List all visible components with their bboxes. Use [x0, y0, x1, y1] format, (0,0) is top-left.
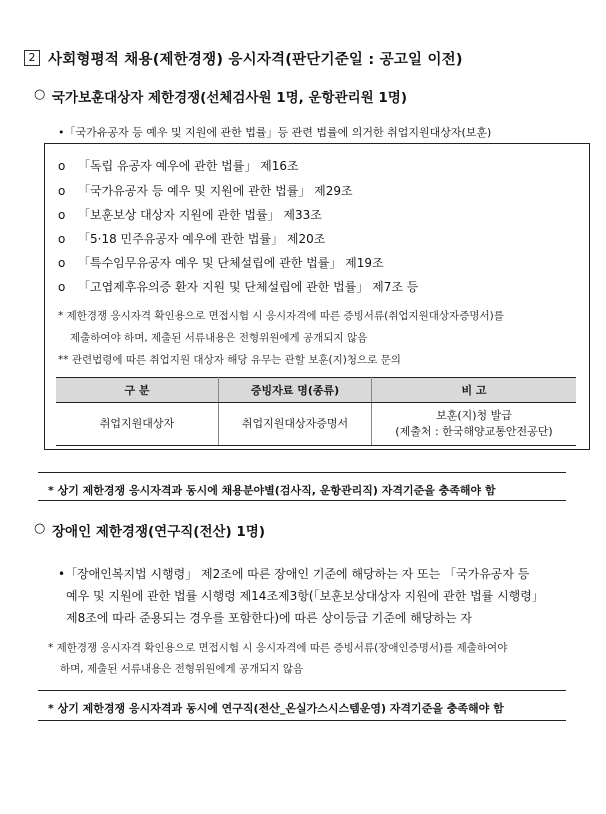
heading-number-box: 2: [24, 50, 40, 66]
table-header-cell: 구 분: [56, 378, 219, 403]
law-marker: o: [58, 159, 66, 173]
section2-requirement: * 상기 제한경쟁 응시자격과 동시에 연구직(전산_온실가스시스템운영) 자격기준을 충족해야 함: [48, 702, 504, 715]
section1-title: 국가보훈대상자 제한경쟁(선체검사원 1명, 운항관리원 1명): [52, 90, 407, 106]
law-marker: o: [58, 280, 66, 294]
note-line: * 제한경쟁 응시자격 확인용으로 면접시험 시 응시자격에 따른 증빙서류(취업지원대상자증명서)를: [58, 310, 504, 322]
table-cell-category: 취업지원대상자: [56, 403, 219, 446]
note-line: * 제한경쟁 응시자격 확인용으로 면접시험 시 응시자격에 따른 증빙서류(장애인증명서)를 제출하여야: [48, 642, 508, 654]
remark-line: 보훈(지)청 발급: [436, 409, 512, 422]
divider: [38, 500, 566, 501]
law-text: 「고엽제후유의증 환자 지원 및 단체설립에 관한 법률」 제7조 등: [78, 280, 419, 294]
remark-line: (제출처 : 한국해양교통안전공단): [395, 425, 553, 438]
section1-requirement: * 상기 제한경쟁 응시자격과 동시에 채용분야별(검사직, 운항관리직) 자격기준을 충족해야 함: [48, 484, 496, 497]
divider: [38, 690, 566, 691]
law-item: [58, 254, 384, 271]
law-text: 「국가유공자 등 예우 및 지원에 관한 법률」 제29조: [78, 184, 353, 198]
law-item: [58, 230, 325, 247]
section2-bullet: ○: [34, 521, 46, 536]
note-line: 하며, 제출된 서류내용은 전형위원에게 공개되지 않음: [60, 663, 304, 675]
law-text: 「독립 유공자 예우에 관한 법률」 제16조: [78, 159, 299, 173]
law-text: 「보훈보상 대상자 지원에 관한 법률」 제33조: [78, 208, 322, 222]
table-cell-document: 취업지원대상자증명서: [219, 403, 372, 446]
law-text: 「5·18 민주유공자 예우에 관한 법률」 제20조: [78, 232, 326, 246]
section1-bullet: ○: [34, 87, 46, 102]
note-line: ** 관련법령에 따른 취업지원 대상자 해당 유무는 관할 보훈(지)청으로 문의: [58, 354, 401, 366]
law-marker: o: [58, 208, 66, 222]
section1-intro: •「국가유공자 등 예우 및 지원에 관한 법률」등 관련 법률에 의거한 취업지원대상자(보훈): [58, 126, 492, 139]
section2-title: 장애인 제한경쟁(연구직(전산) 1명): [52, 524, 266, 540]
note-line: 제출하여야 하며, 제출된 서류내용은 전형위원에게 공개되지 않음: [70, 332, 368, 344]
section2-intro-line: •「장애인복지법 시행령」 제2조에 따른 장애인 기준에 해당하는 자 또는 「국가유공자 등: [58, 567, 530, 581]
law-item: [58, 278, 418, 295]
law-marker: o: [58, 232, 66, 246]
divider: [38, 720, 566, 721]
law-item: [58, 206, 322, 223]
law-marker: o: [58, 256, 66, 270]
table-header-cell: 비 고: [372, 378, 577, 403]
table-header-cell: 증빙자료 명(종류): [219, 378, 372, 403]
divider: [38, 472, 566, 473]
table-row: [56, 403, 576, 446]
section2-intro-line: 예우 및 지원에 관한 법률 시행령 제14조제3항(「보훈보상대상자 지원에 관한 법률 시행령」: [66, 589, 544, 603]
law-text: 「특수임무유공자 예우 및 단체설립에 관한 법률」 제19조: [78, 256, 384, 270]
law-item: [58, 182, 353, 199]
section2-intro-line: 제8조에 따라 준용되는 경우를 포함한다)에 따른 상이등급 기준에 해당하는 자: [66, 611, 473, 625]
page-heading: 사회형평적 채용(제한경쟁) 응시자격(판단기준일 : 공고일 이전): [48, 52, 463, 68]
table-cell-remark: [372, 403, 577, 446]
law-item: [58, 157, 299, 174]
evidence-table: [56, 377, 576, 446]
table-header-row: [56, 378, 576, 403]
law-marker: o: [58, 184, 66, 198]
